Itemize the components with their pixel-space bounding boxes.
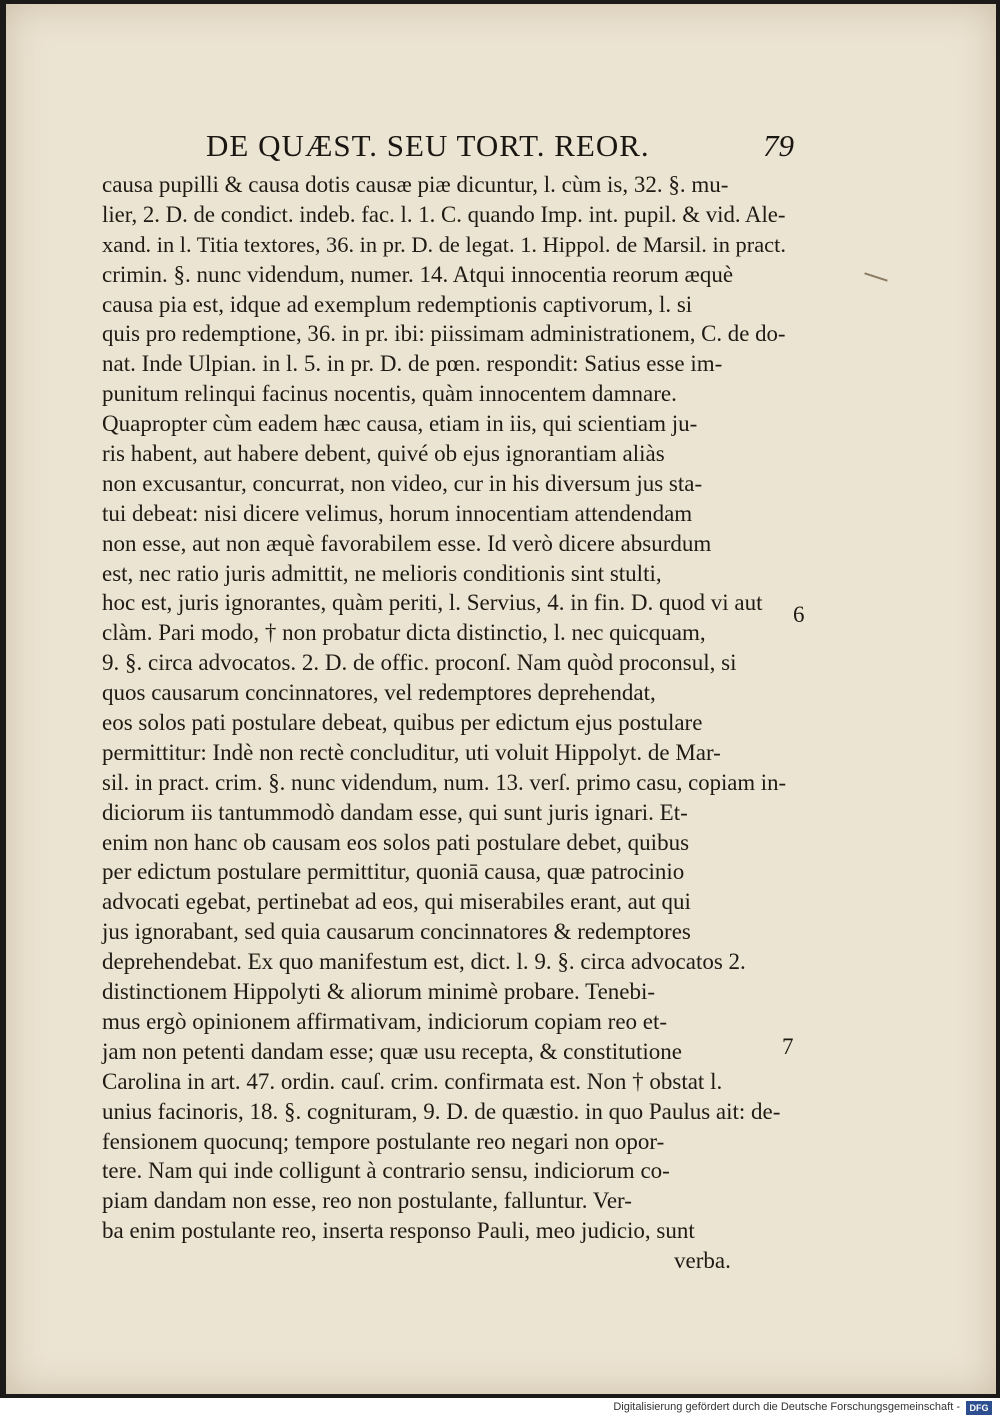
text-line: tui debeat: nisi dicere velimus, horum innocentiam attendendam: [102, 500, 693, 526]
text-line: distinctionem Hippolyti & aliorum minimè probare. Tenebi-: [102, 979, 656, 1005]
running-title: DE QUÆST. SEU TORT. REOR.: [206, 128, 650, 163]
text-line: hoc est, juris ignorantes, quàm periti, l. Servius, 4. in fin. D. quod vi aut: [102, 590, 763, 616]
text-line: permittitur: Indè non rectè concluditur, uti voluit Hippolyt. de Mar-: [102, 739, 721, 765]
text-line: per edictum postulare permittitur, quoniā causa, quæ patrocinio: [102, 859, 685, 885]
text-line: est, nec ratio juris admittit, ne melioris conditionis sint stulti,: [102, 560, 662, 586]
text-line: causa pupilli & causa dotis causæ piæ dicuntur, l. cùm is, 32. §. mu-: [102, 172, 729, 197]
digitization-footer: [0, 1398, 1000, 1419]
text-line: fensionem quocunq; tempore postulante reo negari non opor-: [102, 1128, 665, 1154]
text-line: eos solos pati postulare debeat, quibus per edictum ejus postulare: [102, 710, 703, 736]
catchword: verba.: [674, 1248, 731, 1274]
text-line: clàm. Pari modo, † non probatur dicta distinctio, l. nec quicquam,: [102, 620, 706, 646]
dfg-logo-icon: DFG: [966, 1401, 992, 1415]
text-line: non excusantur, concurrat, non video, cur in his diversum jus sta-: [102, 470, 703, 496]
text-line: jus ignorabant, sed quia causarum concinnatores & redemptores: [102, 919, 691, 945]
margin-note-7: 7: [782, 1034, 794, 1059]
text-line: Carolina in art. 47. ordin. cauſ. crim. confirmata est. Non † obstat l.: [102, 1068, 723, 1094]
text-line: 9. §. circa advocatos. 2. D. de offic. proconſ. Nam quòd proconsul, si: [102, 650, 737, 676]
text-line: tere. Nam qui inde colligunt à contrario sensu, indiciorum co-: [102, 1158, 670, 1184]
text-line: sil. in pract. crim. §. nunc videndum, num. 13. verſ. primo casu, copiam in-: [102, 769, 787, 795]
text-line: mus ergò opinionem affirmativam, indiciorum copiam reo et-: [102, 1008, 668, 1034]
text-line: lier, 2. D. de condict. indeb. fac. l. 1. C. quando Imp. int. pupil. & vid. Ale-: [102, 201, 786, 227]
text-line: advocati egebat, pertinebat ad eos, qui miserabiles erant, aut qui: [102, 889, 691, 915]
text-line: unius facinoris, 18. §. cognituram, 9. D. de quæstio. in quo Paulus ait: de-: [102, 1098, 781, 1124]
text-line: non esse, aut non æquè favorabilem esse. Id verò dicere absurdum: [102, 530, 712, 556]
margin-note-6: 6: [793, 602, 805, 627]
text-line: quos causarum concinnatores, vel redemptores deprehendat,: [102, 680, 656, 706]
margin-pencil-mark: [864, 272, 887, 281]
text-line: diciorum iis tantummodò dandam esse, qui sunt juris ignari. Et-: [102, 799, 688, 825]
text-line: nat. Inde Ulpian. in l. 5. in pr. D. de pœn. respondit: Satius esse im-: [102, 351, 723, 377]
text-line: jam non petenti dandam esse; quæ usu recepta, & constitutione: [102, 1038, 682, 1064]
text-line: enim non hanc ob causam eos solos pati postulare debet, quibus: [102, 829, 690, 855]
page-number: 79: [763, 128, 794, 163]
text-line: deprehendebat. Ex quo manifestum est, dict. l. 9. §. circa advocatos 2.: [102, 949, 746, 975]
book-page: [6, 4, 996, 1394]
digitization-credit: Digitalisierung gefördert durch die Deutsche Forschungsgemeinschaft -: [613, 1401, 960, 1413]
text-line: crimin. §. nunc videndum, numer. 14. Atqui innocentia reorum æquè: [102, 261, 734, 287]
text-line: piam dandam non esse, reo non postulante, falluntur. Ver-: [102, 1188, 632, 1214]
text-line: ris habent, aut habere debent, quivé ob ejus ignorantiam aliàs: [102, 441, 665, 467]
text-line: ba enim postulante reo, inserta responso Pauli, meo judicio, sunt: [102, 1218, 695, 1244]
text-line: quis pro redemptione, 36. in pr. ibi: piissimam administrationem, C. de do-: [102, 321, 786, 347]
text-line: Quapropter cùm eadem hæc causa, etiam in iis, qui scientiam ju-: [102, 411, 698, 437]
body-text: [102, 170, 786, 1276]
text-line: punitum relinqui facinus nocentis, quàm innocentem damnare.: [102, 381, 677, 407]
text-line: causa pia est, idque ad exemplum redemptionis captivorum, l. si: [102, 291, 693, 317]
text-line: xand. in l. Titia textores, 36. in pr. D. de legat. 1. Hippol. de Marsil. in pract.: [102, 231, 786, 257]
